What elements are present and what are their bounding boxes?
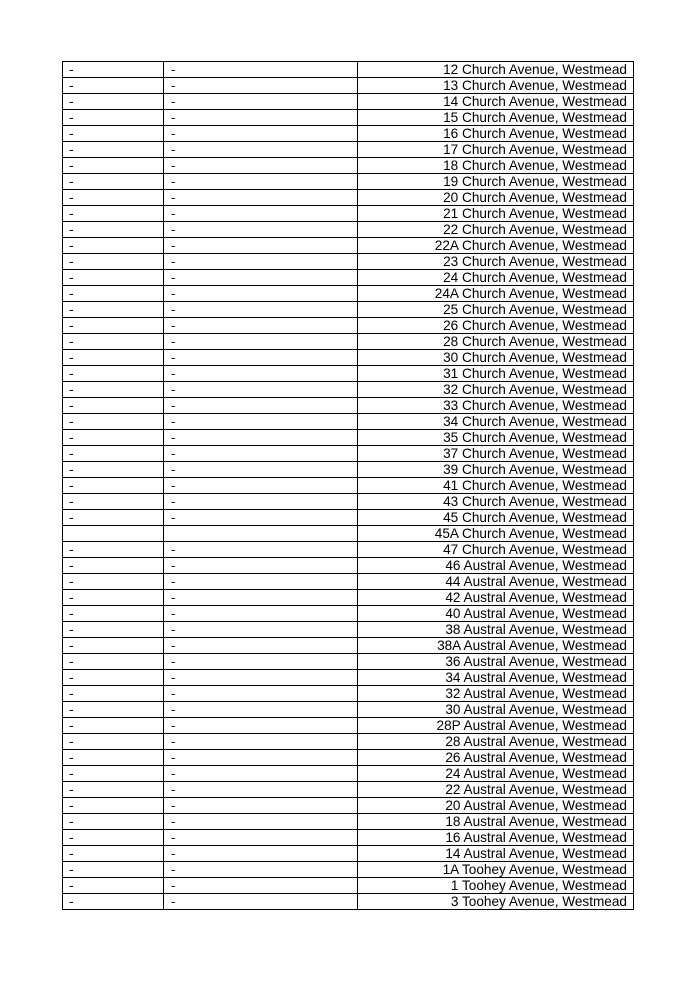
table-row — [63, 334, 634, 350]
cell-col1: - — [63, 622, 164, 638]
cell-col1: - — [63, 702, 164, 718]
cell-col1: - — [63, 590, 164, 606]
table-row — [63, 686, 634, 702]
cell-col2: - — [164, 126, 358, 142]
cell-col2: - — [164, 814, 358, 830]
cell-col2: - — [164, 766, 358, 782]
cell-col1: - — [63, 190, 164, 206]
cell-address: 40 Austral Avenue, Westmead — [358, 606, 634, 622]
cell-address: 1 Toohey Avenue, Westmead — [358, 878, 634, 894]
cell-address: 3 Toohey Avenue, Westmead — [358, 894, 634, 910]
cell-address: 44 Austral Avenue, Westmead — [358, 574, 634, 590]
cell-col1: - — [63, 558, 164, 574]
cell-col1: - — [63, 142, 164, 158]
cell-col2: - — [164, 382, 358, 398]
table-row — [63, 558, 634, 574]
table-row — [63, 350, 634, 366]
cell-col2: - — [164, 846, 358, 862]
cell-address: 32 Austral Avenue, Westmead — [358, 686, 634, 702]
cell-address: 15 Church Avenue, Westmead — [358, 110, 634, 126]
table-row — [63, 382, 634, 398]
table-row — [63, 270, 634, 286]
table-row — [63, 238, 634, 254]
table-row — [63, 190, 634, 206]
cell-col1: - — [63, 94, 164, 110]
table-row — [63, 670, 634, 686]
cell-col2: - — [164, 542, 358, 558]
cell-col2: - — [164, 398, 358, 414]
cell-col1: - — [63, 830, 164, 846]
table-row — [63, 846, 634, 862]
table-row — [63, 366, 634, 382]
cell-col2: - — [164, 750, 358, 766]
cell-col1: - — [63, 398, 164, 414]
cell-address: 32 Church Avenue, Westmead — [358, 382, 634, 398]
table-row — [63, 878, 634, 894]
cell-address: 20 Church Avenue, Westmead — [358, 190, 634, 206]
cell-address: 23 Church Avenue, Westmead — [358, 254, 634, 270]
table-row — [63, 254, 634, 270]
table-row — [63, 78, 634, 94]
cell-col1: - — [63, 894, 164, 910]
cell-col1: - — [63, 734, 164, 750]
table-row — [63, 718, 634, 734]
cell-col1: - — [63, 222, 164, 238]
cell-col1: - — [63, 510, 164, 526]
table-row — [63, 174, 634, 190]
cell-col2: - — [164, 174, 358, 190]
cell-address: 46 Austral Avenue, Westmead — [358, 558, 634, 574]
cell-col1: - — [63, 318, 164, 334]
cell-address: 18 Austral Avenue, Westmead — [358, 814, 634, 830]
cell-col1: - — [63, 126, 164, 142]
cell-col2: - — [164, 606, 358, 622]
cell-col2: - — [164, 430, 358, 446]
cell-col1: - — [63, 478, 164, 494]
cell-col2: - — [164, 590, 358, 606]
cell-address: 24A Church Avenue, Westmead — [358, 286, 634, 302]
cell-address: 34 Church Avenue, Westmead — [358, 414, 634, 430]
cell-col1: - — [63, 110, 164, 126]
cell-col2: - — [164, 350, 358, 366]
cell-col2: - — [164, 478, 358, 494]
cell-col2: - — [164, 158, 358, 174]
cell-col2: - — [164, 206, 358, 222]
cell-col2: - — [164, 446, 358, 462]
cell-col1: - — [63, 814, 164, 830]
table-row — [63, 318, 634, 334]
cell-col1: - — [63, 654, 164, 670]
cell-col1: - — [63, 718, 164, 734]
table-row — [63, 654, 634, 670]
cell-address: 42 Austral Avenue, Westmead — [358, 590, 634, 606]
table-row — [63, 478, 634, 494]
cell-address: 1A Toohey Avenue, Westmead — [358, 862, 634, 878]
cell-address: 12 Church Avenue, Westmead — [358, 62, 634, 78]
cell-col2: - — [164, 654, 358, 670]
table-row — [63, 494, 634, 510]
cell-address: 16 Church Avenue, Westmead — [358, 126, 634, 142]
cell-col1: - — [63, 606, 164, 622]
cell-address: 31 Church Avenue, Westmead — [358, 366, 634, 382]
cell-col2: - — [164, 622, 358, 638]
cell-col2: - — [164, 110, 358, 126]
cell-address: 35 Church Avenue, Westmead — [358, 430, 634, 446]
table-row — [63, 814, 634, 830]
cell-address: 47 Church Avenue, Westmead — [358, 542, 634, 558]
cell-address: 20 Austral Avenue, Westmead — [358, 798, 634, 814]
cell-col1: - — [63, 350, 164, 366]
cell-col1: - — [63, 782, 164, 798]
cell-col2: - — [164, 238, 358, 254]
table-row — [63, 158, 634, 174]
table-row — [63, 206, 634, 222]
cell-col1: - — [63, 254, 164, 270]
cell-address: 38A Austral Avenue, Westmead — [358, 638, 634, 654]
cell-address: 13 Church Avenue, Westmead — [358, 78, 634, 94]
cell-col1: - — [63, 206, 164, 222]
cell-address: 14 Church Avenue, Westmead — [358, 94, 634, 110]
cell-col2: - — [164, 734, 358, 750]
table-row — [63, 126, 634, 142]
table-row — [63, 446, 634, 462]
cell-col2: - — [164, 798, 358, 814]
cell-col2: - — [164, 862, 358, 878]
table-row — [63, 862, 634, 878]
table-row — [63, 894, 634, 910]
cell-col1: - — [63, 430, 164, 446]
table-row — [63, 830, 634, 846]
cell-address: 37 Church Avenue, Westmead — [358, 446, 634, 462]
table-row — [63, 638, 634, 654]
table-row — [63, 142, 634, 158]
cell-col1: - — [63, 686, 164, 702]
cell-address: 16 Austral Avenue, Westmead — [358, 830, 634, 846]
cell-col1: - — [63, 382, 164, 398]
cell-col1: - — [63, 766, 164, 782]
cell-address: 25 Church Avenue, Westmead — [358, 302, 634, 318]
cell-col1: - — [63, 302, 164, 318]
cell-address: 22 Austral Avenue, Westmead — [358, 782, 634, 798]
cell-col1: - — [63, 846, 164, 862]
cell-address: 38 Austral Avenue, Westmead — [358, 622, 634, 638]
cell-col1: - — [63, 62, 164, 78]
cell-col1 — [63, 526, 164, 542]
cell-address: 26 Austral Avenue, Westmead — [358, 750, 634, 766]
cell-col1: - — [63, 670, 164, 686]
cell-col1: - — [63, 414, 164, 430]
cell-col1: - — [63, 638, 164, 654]
cell-address: 41 Church Avenue, Westmead — [358, 478, 634, 494]
table-row — [63, 606, 634, 622]
cell-col2: - — [164, 702, 358, 718]
cell-col2 — [164, 526, 358, 542]
cell-address: 22A Church Avenue, Westmead — [358, 238, 634, 254]
cell-col2: - — [164, 414, 358, 430]
table-row — [63, 782, 634, 798]
cell-address: 39 Church Avenue, Westmead — [358, 462, 634, 478]
cell-address: 45A Church Avenue, Westmead — [358, 526, 634, 542]
cell-col1: - — [63, 862, 164, 878]
cell-address: 30 Church Avenue, Westmead — [358, 350, 634, 366]
cell-address: 14 Austral Avenue, Westmead — [358, 846, 634, 862]
cell-col1: - — [63, 286, 164, 302]
cell-col2: - — [164, 558, 358, 574]
cell-address: 22 Church Avenue, Westmead — [358, 222, 634, 238]
table-row — [63, 734, 634, 750]
table-row — [63, 750, 634, 766]
cell-col2: - — [164, 510, 358, 526]
cell-col2: - — [164, 878, 358, 894]
cell-address: 17 Church Avenue, Westmead — [358, 142, 634, 158]
cell-address: 18 Church Avenue, Westmead — [358, 158, 634, 174]
cell-col1: - — [63, 446, 164, 462]
address-table — [62, 61, 634, 910]
cell-address: 28P Austral Avenue, Westmead — [358, 718, 634, 734]
table-row — [63, 462, 634, 478]
table-row — [63, 766, 634, 782]
cell-col2: - — [164, 574, 358, 590]
cell-col2: - — [164, 494, 358, 510]
cell-col2: - — [164, 286, 358, 302]
cell-address: 26 Church Avenue, Westmead — [358, 318, 634, 334]
cell-col1: - — [63, 798, 164, 814]
table-row — [63, 414, 634, 430]
cell-col2: - — [164, 782, 358, 798]
cell-address: 24 Austral Avenue, Westmead — [358, 766, 634, 782]
table-row — [63, 222, 634, 238]
cell-col2: - — [164, 718, 358, 734]
cell-col2: - — [164, 78, 358, 94]
table-row — [63, 526, 634, 542]
cell-col2: - — [164, 142, 358, 158]
table-row — [63, 62, 634, 78]
cell-address: 24 Church Avenue, Westmead — [358, 270, 634, 286]
table-row — [63, 798, 634, 814]
cell-col1: - — [63, 78, 164, 94]
cell-col2: - — [164, 302, 358, 318]
table-row — [63, 510, 634, 526]
cell-address: 36 Austral Avenue, Westmead — [358, 654, 634, 670]
table-row — [63, 94, 634, 110]
cell-col1: - — [63, 494, 164, 510]
cell-col2: - — [164, 830, 358, 846]
cell-address: 28 Church Avenue, Westmead — [358, 334, 634, 350]
address-table-body — [63, 62, 634, 910]
cell-col2: - — [164, 638, 358, 654]
cell-col2: - — [164, 894, 358, 910]
cell-col2: - — [164, 222, 358, 238]
table-row — [63, 542, 634, 558]
cell-col2: - — [164, 318, 358, 334]
cell-col2: - — [164, 94, 358, 110]
cell-col1: - — [63, 574, 164, 590]
cell-col2: - — [164, 462, 358, 478]
table-row — [63, 430, 634, 446]
cell-col2: - — [164, 254, 358, 270]
cell-col2: - — [164, 670, 358, 686]
cell-col2: - — [164, 190, 358, 206]
cell-col2: - — [164, 366, 358, 382]
table-row — [63, 574, 634, 590]
cell-col1: - — [63, 270, 164, 286]
cell-col1: - — [63, 366, 164, 382]
table-row — [63, 622, 634, 638]
cell-address: 45 Church Avenue, Westmead — [358, 510, 634, 526]
cell-address: 30 Austral Avenue, Westmead — [358, 702, 634, 718]
cell-col2: - — [164, 334, 358, 350]
table-row — [63, 110, 634, 126]
cell-col1: - — [63, 238, 164, 254]
table-row — [63, 286, 634, 302]
cell-address: 34 Austral Avenue, Westmead — [358, 670, 634, 686]
cell-col2: - — [164, 270, 358, 286]
table-row — [63, 398, 634, 414]
table-row — [63, 702, 634, 718]
cell-col1: - — [63, 542, 164, 558]
cell-col1: - — [63, 750, 164, 766]
cell-address: 28 Austral Avenue, Westmead — [358, 734, 634, 750]
table-row — [63, 590, 634, 606]
cell-address: 21 Church Avenue, Westmead — [358, 206, 634, 222]
cell-address: 19 Church Avenue, Westmead — [358, 174, 634, 190]
cell-address: 43 Church Avenue, Westmead — [358, 494, 634, 510]
cell-col1: - — [63, 158, 164, 174]
cell-col1: - — [63, 174, 164, 190]
cell-address: 33 Church Avenue, Westmead — [358, 398, 634, 414]
cell-col1: - — [63, 334, 164, 350]
cell-col1: - — [63, 878, 164, 894]
cell-col1: - — [63, 462, 164, 478]
table-row — [63, 302, 634, 318]
cell-col2: - — [164, 686, 358, 702]
cell-col2: - — [164, 62, 358, 78]
